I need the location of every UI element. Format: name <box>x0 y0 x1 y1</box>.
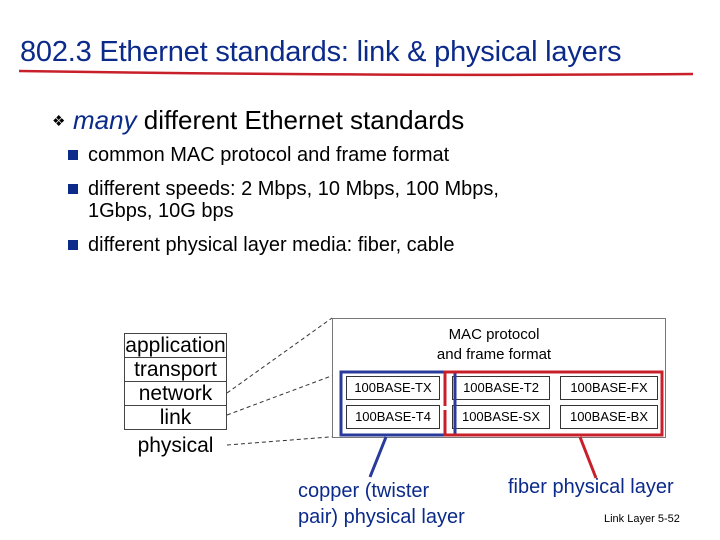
fiber-arrow <box>580 437 596 478</box>
main-bullet-rest: different Ethernet standards <box>136 105 465 135</box>
sub-bullet-line: different physical layer media: fiber, cable <box>88 234 455 256</box>
standard-100base-fx: 100BASE-FX <box>560 376 658 400</box>
standard-100base-t2: 100BASE-T2 <box>452 376 550 400</box>
layer-application: application <box>125 334 226 357</box>
layer-transport: transport <box>124 357 227 381</box>
copper-highlight <box>341 372 455 435</box>
footer-label: Link Layer <box>604 513 655 525</box>
standard-100base-tx: 100BASE-TX <box>346 376 440 400</box>
footer-page: 5-52 <box>657 513 680 525</box>
layer-network: network <box>124 381 227 405</box>
sub-bullet-line: 1Gbps, 10G bps <box>88 200 234 222</box>
copper-arrow <box>370 437 386 477</box>
standard-100base-t4: 100BASE-T4 <box>346 405 440 429</box>
fiber-highlight <box>445 372 662 435</box>
copper-caption-line2: pair) physical layer <box>298 506 465 528</box>
fiber-caption: fiber physical layer <box>508 476 674 498</box>
sub-bullet-line: common MAC protocol and frame format <box>88 144 450 166</box>
sub-bullet-line: different speeds: 2 Mbps, 10 Mbps, 100 Mbps, <box>88 178 499 200</box>
main-bullet-emphasis: many <box>73 105 137 135</box>
layer-physical: physical <box>137 434 214 457</box>
diamond-bullet-icon: ❖ <box>52 113 66 130</box>
mac-line: and frame format <box>436 346 552 363</box>
slide-footer <box>604 513 680 525</box>
copper-caption-line1: copper (twister <box>298 480 430 502</box>
standard-100base-bx: 100BASE-BX <box>560 405 658 429</box>
mac-line: MAC protocol <box>448 326 540 343</box>
standard-100base-sx: 100BASE-SX <box>452 405 550 429</box>
layer-link: link <box>124 405 227 430</box>
slide-title: 802.3 Ethernet standards: link & physical layers <box>20 36 622 68</box>
